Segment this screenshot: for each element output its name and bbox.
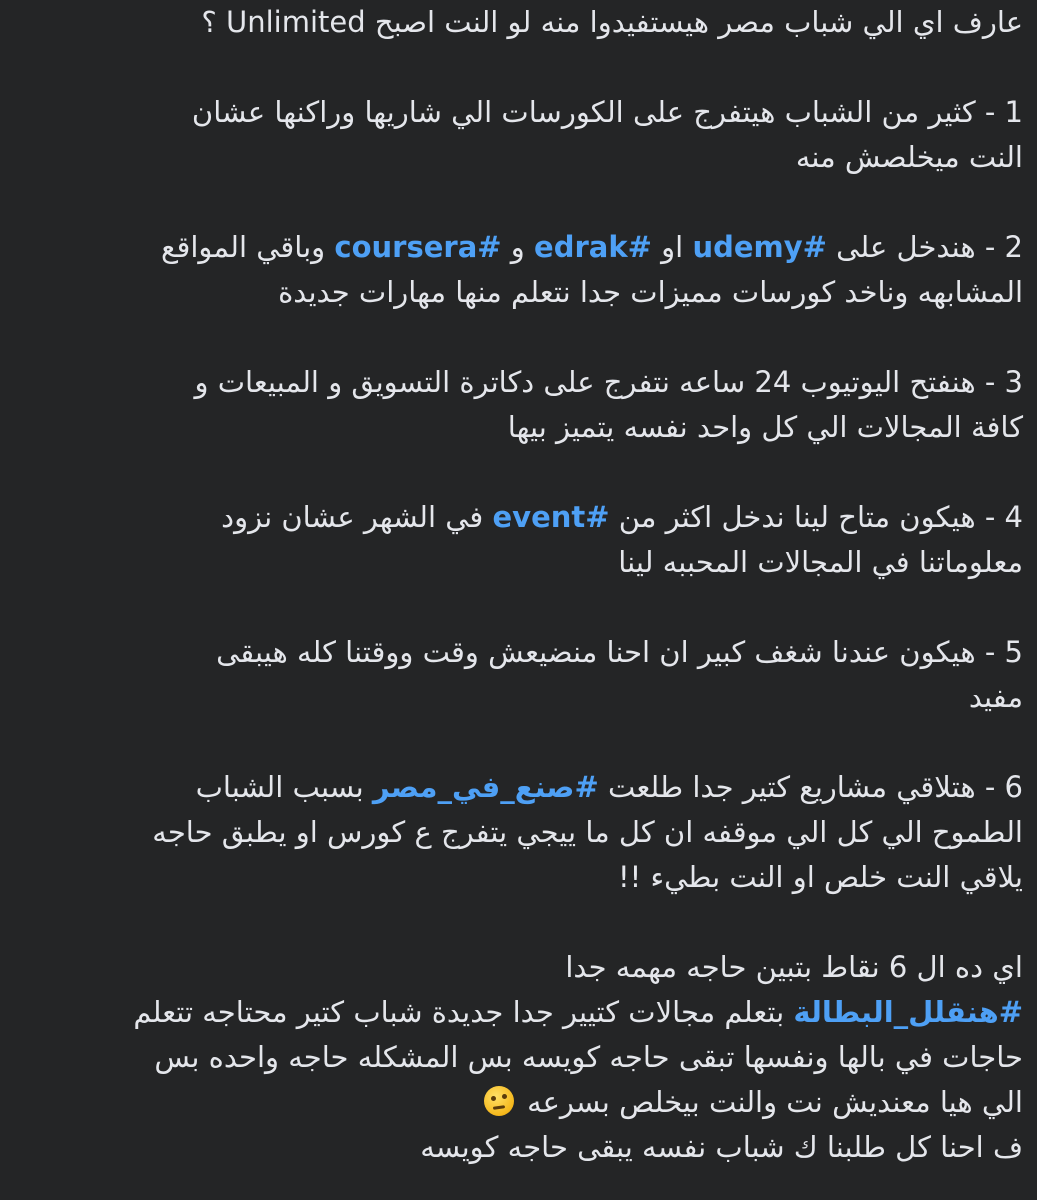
spacer	[18, 900, 1023, 945]
text-segment: و	[501, 230, 535, 264]
hashtag-coursera-link[interactable]: #coursera	[334, 230, 502, 264]
conclusion-line-2	[18, 990, 1023, 1035]
text-segment: بسبب الشباب	[195, 770, 373, 804]
point-2-line-1	[18, 225, 1023, 270]
text-segment: بتعلم مجالات كتيير جدا جديدة شباب كتير محتاجه تتعلم	[133, 995, 794, 1029]
point-1-line-2: النت ميخلصش منه	[795, 140, 1023, 174]
conclusion-line-3: حاجات في بالها ونفسها تبقى حاجه كويسه بس المشكله حاجه واحده بس	[154, 1040, 1023, 1074]
point-5-line-2: مفيد	[968, 680, 1023, 714]
text-segment: 4 - هيكون متاح لينا ندخل اكثر من	[609, 500, 1023, 534]
hashtag-udemy-link[interactable]: #udemy	[692, 230, 827, 264]
hashtag-reduce-unemployment-link[interactable]: #هنقلل_البطالة	[793, 995, 1023, 1029]
point-6-line-2: الطموح الي كل الي موقفه ان كل ما ييجي يتفرج ع كورس او يطبق حاجه	[152, 815, 1023, 849]
point-1-line-1: 1 - كثير من الشباب هيتفرج على الكورسات الي شاريها وراكنها عشان	[191, 95, 1023, 129]
conclusion-line-1: اي ده ال 6 نقاط بتبين حاجه مهمه جدا	[565, 950, 1023, 984]
conclusion-line-4	[18, 1080, 1023, 1125]
hashtag-edrak-link[interactable]: #edrak	[534, 230, 652, 264]
point-3-line-2: كافة المجالات الي كل واحد نفسه يتميز بيها	[507, 410, 1023, 444]
text-segment: الي هيا معنديش نت والنت بيخلص بسرعه	[527, 1085, 1023, 1119]
spacer	[18, 45, 1023, 90]
spacer	[18, 585, 1023, 630]
spacer	[18, 315, 1023, 360]
spacer	[18, 180, 1023, 225]
point-2-line-2: المشابهه وناخد كورسات مميزات جدا نتعلم منها مهارات جديدة	[278, 275, 1023, 309]
text-segment: 6 - هتلاقي مشاريع كتير جدا طلعت	[598, 770, 1023, 804]
face-with-raised-eyebrow-icon	[484, 1086, 514, 1116]
post-intro: عارف اي الي شباب مصر هيستفيدوا منه لو النت اصبح Unlimited ؟	[201, 5, 1023, 39]
point-5-line-1: 5 - هيكون عندنا شغف كبير ان احنا منضيعش وقت ووقتنا كله هيبقى	[216, 635, 1023, 669]
point-4-line-1	[18, 495, 1023, 540]
text-segment: وباقي المواقع	[161, 230, 335, 264]
text-segment: او	[651, 230, 693, 264]
hashtag-event-link[interactable]: #event	[492, 500, 610, 534]
text-segment: في الشهر عشان نزود	[221, 500, 493, 534]
hashtag-made-in-egypt-link[interactable]: #صنع_في_مصر	[372, 770, 599, 804]
point-4-line-2: معلوماتنا في المجالات المحببه لينا	[618, 545, 1023, 579]
point-6-line-1	[18, 765, 1023, 810]
spacer	[18, 720, 1023, 765]
text-segment: 2 - هندخل على	[826, 230, 1023, 264]
spacer	[18, 450, 1023, 495]
conclusion-line-5: ف احنا كل طلبنا ك شباب نفسه يبقى حاجه كويسه	[420, 1130, 1023, 1164]
point-3-line-1: 3 - هنفتح اليوتيوب 24 ساعه نتفرج على دكاترة التسويق و المبيعات و	[194, 365, 1023, 399]
point-6-line-3: يلاقي النت خلص او النت بطيء !!	[618, 860, 1023, 894]
